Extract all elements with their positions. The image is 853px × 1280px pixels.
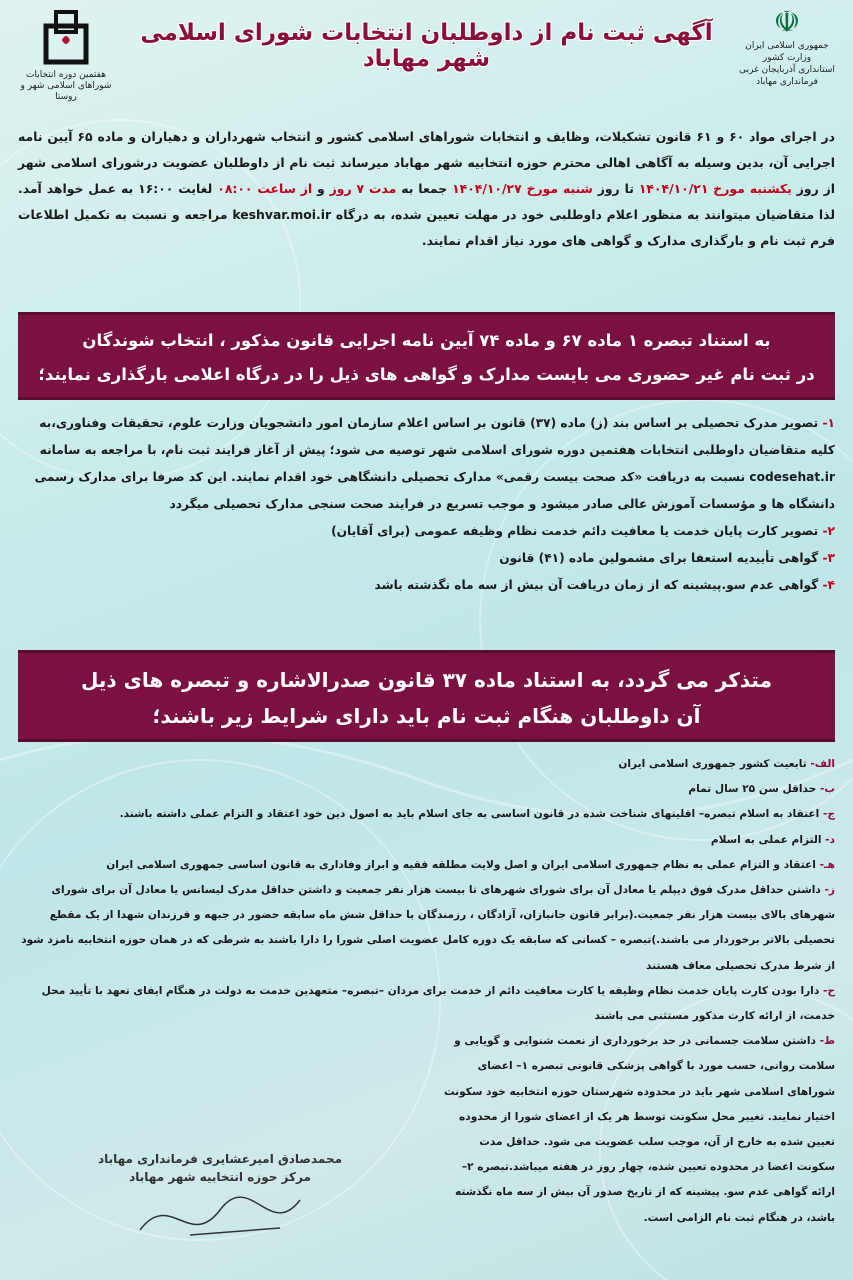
conditions-banner	[18, 650, 835, 742]
list-item	[18, 410, 835, 518]
iran-emblem-icon: ☫	[773, 5, 801, 40]
emblem-line: استانداری آذربایجان غربی	[739, 65, 835, 75]
item-letter: ح-	[822, 984, 835, 997]
signer-role: مرکز حوزه انتخابیه شهر مهاباد	[129, 1170, 311, 1184]
item-letter: هـ-	[819, 858, 835, 871]
list-item	[18, 518, 835, 545]
item-number: ۲-	[822, 524, 835, 538]
list-item	[18, 752, 835, 777]
item-letter: ب-	[819, 783, 835, 796]
handwritten-signature-icon	[130, 1180, 330, 1250]
list-item	[18, 802, 835, 827]
item-text: گواهی عدم سو.پیشینه که از زمان دریافت آن بیش از سه ماه نگذشته باشد	[374, 578, 823, 592]
ministry-emblem	[737, 6, 837, 88]
banner-line: متذکر می گردد، به استناد ماده ۳۷ قانون صدرالاشاره و تبصره های ذیل	[81, 668, 772, 692]
duration: مدت ۷ روز	[329, 181, 397, 196]
item-text: حداقل سن ۲۵ سال تمام	[688, 783, 820, 796]
list-item	[18, 572, 835, 599]
signer-name: محمدصادق امیرعشایری فرمانداری مهاباد	[97, 1152, 343, 1166]
banner-line: در ثبت نام غیر حضوری می بایست مدارک و گواهی های ذیل را در درگاه اعلامی بارگذاری نمایند؛	[38, 365, 815, 384]
intro-text: و	[312, 181, 330, 196]
item-text: دارا بودن کارت پایان خدمت نظام وظیفه یا کارت معافیت دائم از خدمت برای مردان –تبصره– متعهدین خدمت به دولت در هنگام ایفای تعهد با تأیید محل خدمت، از ارائه کارت مذکور مستثنی می باشند	[41, 984, 835, 1023]
start-date: یکشنبه مورخ ۱۴۰۴/۱۰/۲۱	[638, 181, 792, 196]
intro-paragraph	[18, 124, 835, 254]
banner-line: به استناد تبصره ۱ ماده ۶۷ و ماده ۷۴ آیین نامه اجرایی قانون مذکور ، انتخاب شوندگان	[82, 331, 771, 350]
item-text: اعتقاد و التزام عملی به نظام جمهوری اسلامی ایران و اصل ولایت مطلقه فقیه و ابراز وفاداری به قانون اساسی جمهوری اسلامی ایران	[106, 858, 820, 871]
list-item	[18, 979, 835, 1029]
item-number: ۳-	[822, 551, 835, 565]
item-text: تابعیت کشور جمهوری اسلامی ایران	[618, 758, 811, 770]
list-item	[18, 878, 835, 979]
item-letter: الف-	[810, 758, 835, 770]
election-logo	[16, 8, 116, 103]
item-text: تصویر مدرک تحصیلی بر اساس بند (ز) ماده (۳۷) قانون بر اساس اعلام سازمان امور دانشجویان وزارت علوم، تحقیقات وفناوری،به کلیه متقاضیان داوطلبی انتخابات هفتمین دوره شورای اسلامی شهر توصیه می شود؛ پیش از آغاز فرایند ثبت نام، با مراجعه به سامانه codesehat.ir نسبت به دریافت «کد صحت بیست رقمی» مدارک تحصیلی دانشگاهی خود اقدام نمایند. این کد صرفا برای مدارک رسمی دانشگاه ها و مؤسسات آموزش عالی صادر میشود و موجب تسریع در فرایند صحت سنجی مدارک تحصیلی میگردد	[34, 416, 835, 511]
item-text: داشتن حداقل مدرک فوق دیپلم یا معادل آن برای شورای شهرهای تا بیست هزار نفر جمعیت و داشتن حداقل مدرک لیسانس یا معادل آن برای شورای شهرهای بالای بیست هزار نفر جمعیت.(برابر قانون جانبازان، آزادگان ، رزمندگان با حداقل شش ماه سابقه حضور در جبهه و فرزندان شهدا از یک مقطع تحصیلی بالاتر برخوردار می باشند.)تبصره – کسانی که سابقه یک دوره کامل عضویت اصلی شورا را دارا باشند به شرطی که در همان حوزه انتخابیه نامزد شود از شرط مدرک تحصیلی معاف هستند	[21, 884, 835, 972]
item-letter: ز-	[824, 884, 835, 897]
ballot-box-icon	[38, 8, 94, 66]
item-letter: د-	[825, 833, 835, 846]
emblem-line: جمهوری اسلامی ایران	[745, 41, 829, 51]
list-item	[18, 777, 835, 802]
item-text: اعتقاد به اسلام تبصره– اقلیتهای شناخت شده در قانون اساسی به جای اسلام باید به اصول دین خود اعتقاد و التزام عملی داشته باشند.	[119, 808, 823, 821]
start-hour: از ساعت ۰۸:۰۰	[217, 181, 313, 196]
item-number: ۴-	[822, 578, 835, 592]
emblem-line: فرمانداری مهاباد	[756, 77, 818, 87]
emblem-line: وزارت کشور	[762, 53, 812, 63]
header	[0, 0, 853, 110]
item-text: تصویر کارت پایان خدمت یا معافیت دائم خدمت نظام وظیفه عمومی (برای آقایان)	[331, 524, 823, 538]
documents-list	[18, 410, 835, 599]
logo-line: هفتمین دوره انتخابات	[26, 70, 106, 80]
intro-text: جمعا به	[396, 181, 453, 196]
intro-text: لغایت ۱۶:۰۰ به عمل خواهد آمد. لذا متقاضیان میتوانند به منظور اعلام داوطلبی خود در مهلت تعیین شده، به درگاه keshvar.moi.ir مراجعه و نسبت به تکمیل اطلاعات فرم ثبت نام و بارگذاری مدارک و گواهی های مورد نیاز اقدام نمایند.	[18, 181, 835, 248]
page-title: آگهی ثبت نام از داوطلبان انتخابات شورای اسلامی شهر مهاباد	[140, 20, 713, 72]
banner-line: آن داوطلبان هنگام ثبت نام باید دارای شرایط زیر باشند؛	[152, 704, 701, 728]
item-number: ۱-	[822, 416, 835, 430]
end-date: شنبه مورخ ۱۴۰۴/۱۰/۲۷	[452, 181, 593, 196]
intro-text: در اجرای مواد ۶۰ و ۶۱ قانون تشکیلات، وظایف و انتخابات شوراهای اسلامی کشور و انتخاب شهرداران و دهیاران و ماده ۶۵ آیین نامه اجرایی آن، بدین وسیله به آگاهی اهالی محترم حوزه انتخابیه شهر مهاباد میرساند ثبت نام از داوطلبان عضویت درشورای اسلامی شهر از روز	[18, 129, 836, 196]
list-item	[18, 828, 835, 853]
documents-banner	[18, 312, 835, 400]
list-item	[18, 853, 835, 878]
intro-text: تا روز	[592, 181, 639, 196]
list-item	[18, 545, 835, 572]
item-text: التزام عملی به اسلام	[710, 833, 826, 846]
item-text: گواهی تأییدیه استعفا برای مشمولین ماده (۴۱) قانون	[499, 551, 823, 565]
item-text: داشتن سلامت جسمانی در حد برخورداری از نعمت شنوایی و گویایی و سلامت روانی، حسب مورد با گواهی پزشکی قانونی تبصره ۱– اعضای شوراهای اسلامی شهر باید در محدوده شهرستان حوزه انتخابیه خود سکونت اختیار نمایند. تغییر محل سکونت توسط هر یک از اعضای شورا از محدوده تعیین شده به خارج از آن، موجب سلب عضویت می شود. حداقل مدت سکونت اعضا در محدوده تعیین شده، چهار روز در هفته میباشد.تبصره ۲– ارائه گواهی عدم سو. پیشینه که از تاریخ صدور آن بیش از سه ماه نگذشته باشد، در هنگام ثبت نام الزامی است.	[443, 1035, 835, 1224]
logo-line: شوراهای اسلامی شهر و روستا	[20, 81, 112, 102]
item-letter: ط-	[819, 1035, 835, 1048]
item-letter: ج-	[822, 808, 835, 821]
